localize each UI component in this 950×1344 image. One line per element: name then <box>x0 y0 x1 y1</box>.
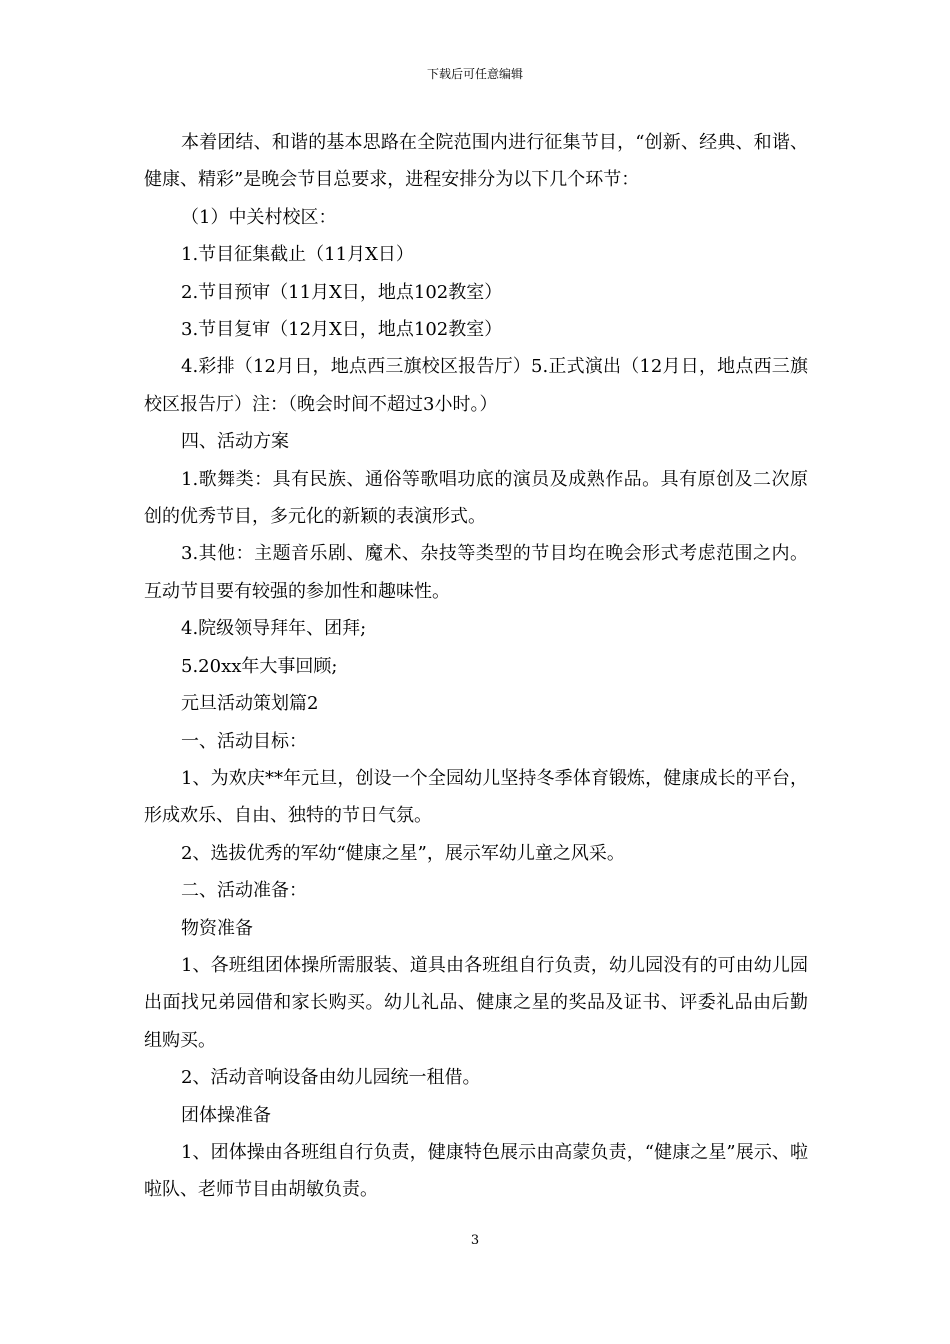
section-title: 元旦活动策划篇2 <box>181 693 319 715</box>
paragraph: 2.节目预审（11月X日，地点102教室） <box>181 281 503 303</box>
section-heading: 一、活动目标： <box>181 730 307 752</box>
paragraph: 4.院级领导拜年、团拜; <box>181 618 367 640</box>
paragraph: 本着团结、和谐的基本思路在全院范围内进行征集节目，“创新、经典、和谐、健康、精彩”是晚会节目总要求，进程安排分为以下几个环节： <box>144 132 808 191</box>
paragraph: （1）中关村校区： <box>181 206 337 228</box>
paragraph: 3.节目复审（12月X日，地点102教室） <box>181 319 503 341</box>
page-number: 3 <box>470 1233 480 1248</box>
paragraph: 2、活动音响设备由幼儿园统一租借。 <box>181 1067 481 1089</box>
section-heading: 四、活动方案 <box>181 431 289 453</box>
paragraph: 5.20xx年大事回顾; <box>181 655 338 677</box>
paragraph: 1.节目征集截止（11月X日） <box>181 244 414 266</box>
paragraph: 1、为欢庆**年元旦，创设一个全园幼儿坚持冬季体育锻炼，健康成长的平台，形成欢乐、自由、独特的节日气氛。 <box>144 767 808 827</box>
section-heading: 二、活动准备： <box>181 880 307 902</box>
subsection-heading: 团体操准备 <box>181 1104 271 1126</box>
paragraph: 1、各班组团体操所需服装、道具由各班组自行负责，幼儿园没有的可由幼儿园出面找兄弟园借和家长购买。幼儿礼品、健康之星的奖品及证书、评委礼品由后勤组购买。 <box>144 954 808 1051</box>
paragraph: 1、团体操由各班组自行负责，健康特色展示由高蒙负责，“健康之星”展示、啦啦队、老师节目由胡敏负责。 <box>144 1141 808 1201</box>
paragraph: 4.彩排（12月日，地点西三旗校区报告厅）5.正式演出（12月日，地点西三旗校区报告厅）注：（晚会时间不超过3小时。） <box>144 356 808 415</box>
paragraph: 2、选拔优秀的军幼“健康之星”，展示军幼儿童之风采。 <box>181 842 625 864</box>
document-body <box>144 124 808 1209</box>
page-header: 下载后可任意编辑 <box>426 67 523 81</box>
subsection-heading: 物资准备 <box>181 917 253 939</box>
paragraph: 1.歌舞类：具有民族、通俗等歌唱功底的演员及成熟作品。具有原创及二次原创的优秀节目，多元化的新颖的表演形式。 <box>144 468 808 528</box>
paragraph: 3.其他：主题音乐剧、魔术、杂技等类型的节目均在晚会形式考虑范围之内。互动节目要有较强的参加性和趣味性。 <box>144 543 808 602</box>
